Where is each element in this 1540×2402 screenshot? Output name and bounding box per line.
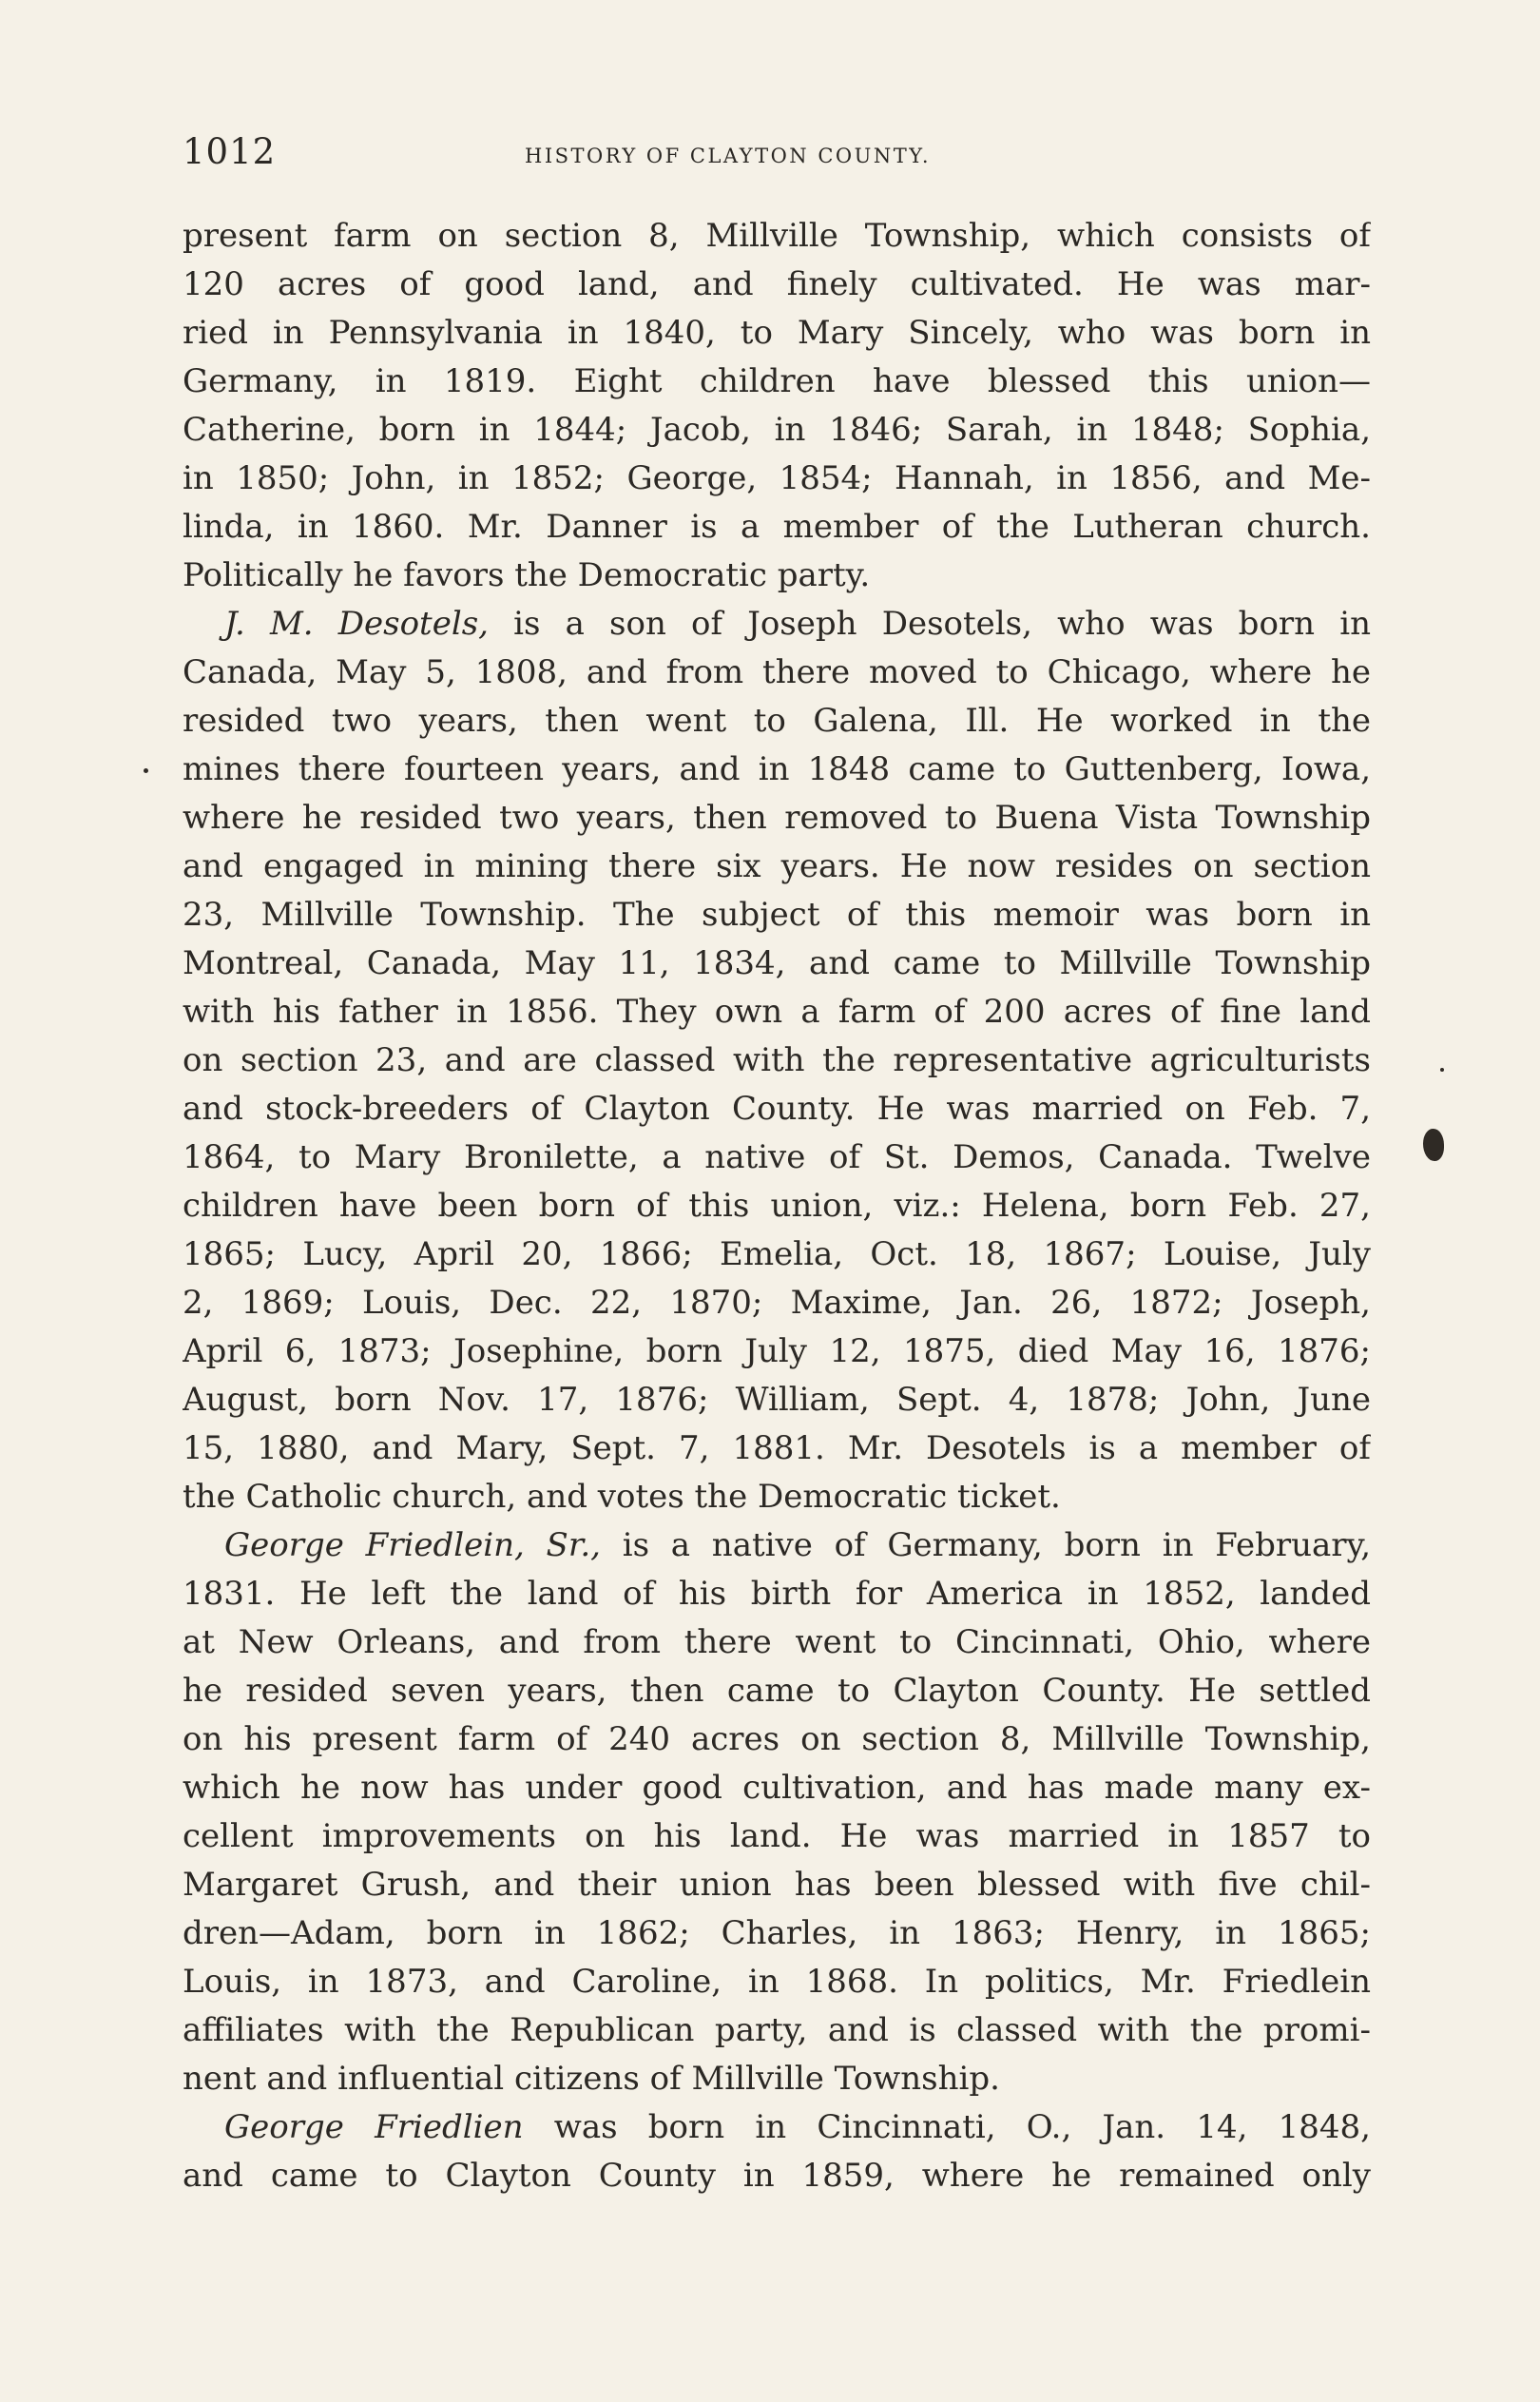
- text-line: where he resided two years, then removed to Buena Vista Township: [183, 799, 1371, 837]
- subject-name: George Friedlein, Sr.,: [224, 1526, 601, 1564]
- text-line: 120 acres of good land, and finely cultivated. He was mar-: [183, 265, 1371, 303]
- text-line: and stock-breeders of Clayton County. He was married on Feb. 7,: [183, 1090, 1371, 1128]
- text-line: 1831. He left the land of his birth for America in 1852, landed: [183, 1575, 1371, 1613]
- text-line: April 6, 1873; Josephine, born July 12, 1875, died May 16, 1876;: [183, 1332, 1371, 1370]
- page-header: [183, 131, 1371, 188]
- text-line: Politically he favors the Democratic party.: [183, 556, 871, 594]
- text-line: linda, in 1860. Mr. Danner is a member of the Lutheran church.: [183, 508, 1371, 546]
- text-line: which he now has under good cultivation, and has made many ex-: [183, 1769, 1371, 1807]
- text-line: 15, 1880, and Mary, Sept. 7, 1881. Mr. Desotels is a member of: [183, 1429, 1371, 1467]
- text-line: Canada, May 5, 1808, and from there moved to Chicago, where he: [183, 653, 1371, 691]
- text-line: mines there fourteen years, and in 1848 came to Guttenberg, Iowa,: [183, 750, 1371, 788]
- text-line: dren—Adam, born in 1862; Charles, in 1863; Henry, in 1865;: [183, 1914, 1371, 1952]
- text-line: children have been born of this union, viz.: Helena, born Feb. 27,: [183, 1187, 1371, 1225]
- text-line: on his present farm of 240 acres on section 8, Millville Township,: [183, 1720, 1371, 1758]
- text-line: Montreal, Canada, May 11, 1834, and came to Millville Township: [183, 944, 1371, 982]
- text-line: [183, 2103, 1371, 2152]
- subject-name: George Friedlien: [224, 2108, 524, 2146]
- text-line: Catherine, born in 1844; Jacob, in 1846; Sarah, in 1848; Sophia,: [183, 411, 1371, 449]
- text-line: with his father in 1856. They own a farm of 200 acres of fine land: [183, 993, 1371, 1031]
- text-line: at New Orleans, and from there went to Cincinnati, Ohio, where: [183, 1623, 1371, 1661]
- text-line: Margaret Grush, and their union has been blessed with five chil-: [183, 1866, 1371, 1904]
- text-line: present farm on section 8, Millville Township, which consists of: [183, 217, 1371, 255]
- text-line: 2, 1869; Louis, Dec. 22, 1870; Maxime, Jan. 26, 1872; Joseph,: [183, 1284, 1371, 1322]
- text-line: and engaged in mining there six years. He now resides on section: [183, 847, 1371, 885]
- subject-name: J. M. Desotels,: [224, 605, 489, 643]
- line-text: is a native of Germany, born in February,: [600, 1526, 1371, 1564]
- body-text: [183, 212, 1371, 2200]
- text-line: on section 23, and are classed with the representative agriculturists: [183, 1041, 1371, 1079]
- paragraph-desotels: [183, 600, 1371, 1521]
- text-line: [183, 1521, 1371, 1570]
- paragraph-danner: [183, 212, 1371, 600]
- text-line: 1865; Lucy, April 20, 1866; Emelia, Oct. 18, 1867; Louise, July: [183, 1235, 1371, 1273]
- ink-speck: [1440, 1068, 1444, 1072]
- text-line: and came to Clayton County in 1859, where he remained only: [183, 2157, 1371, 2195]
- text-line: nent and influential citizens of Millville Township.: [183, 2060, 1000, 2098]
- text-line: Louis, in 1873, and Caroline, in 1868. In politics, Mr. Friedlein: [183, 1963, 1371, 2001]
- text-line: the Catholic church, and votes the Democratic ticket.: [183, 1478, 1061, 1516]
- running-head: HISTORY OF CLAYTON COUNTY.: [525, 145, 932, 167]
- paragraph-friedlien: [183, 2103, 1371, 2200]
- text-line: ried in Pennsylvania in 1840, to Mary Sincely, who was born in: [183, 314, 1371, 352]
- paragraph-friedlein-sr: [183, 1521, 1371, 2103]
- text-line: affiliates with the Republican party, and is classed with the promi-: [183, 2011, 1371, 2049]
- text-line: resided two years, then went to Galena, Ill. He worked in the: [183, 702, 1371, 740]
- text-line: in 1850; John, in 1852; George, 1854; Hannah, in 1856, and Me-: [183, 459, 1371, 497]
- text-line: cellent improvements on his land. He was married in 1857 to: [183, 1817, 1371, 1855]
- page-number: 1012: [183, 131, 277, 172]
- text-line: he resided seven years, then came to Clayton County. He settled: [183, 1672, 1371, 1710]
- ink-blot: [1423, 1129, 1444, 1161]
- ink-speck: [144, 768, 148, 773]
- text-line: 23, Millville Township. The subject of this memoir was born in: [183, 896, 1371, 934]
- text-line: Germany, in 1819. Eight children have blessed this union—: [183, 362, 1371, 400]
- text-line: 1864, to Mary Bronilette, a native of St. Demos, Canada. Twelve: [183, 1138, 1371, 1176]
- line-text: is a son of Joseph Desotels, who was born in: [488, 605, 1371, 643]
- line-text: was born in Cincinnati, O., Jan. 14, 1848,: [523, 2108, 1371, 2146]
- text-line: August, born Nov. 17, 1876; William, Sept. 4, 1878; John, June: [183, 1381, 1371, 1419]
- text-line: [183, 600, 1371, 649]
